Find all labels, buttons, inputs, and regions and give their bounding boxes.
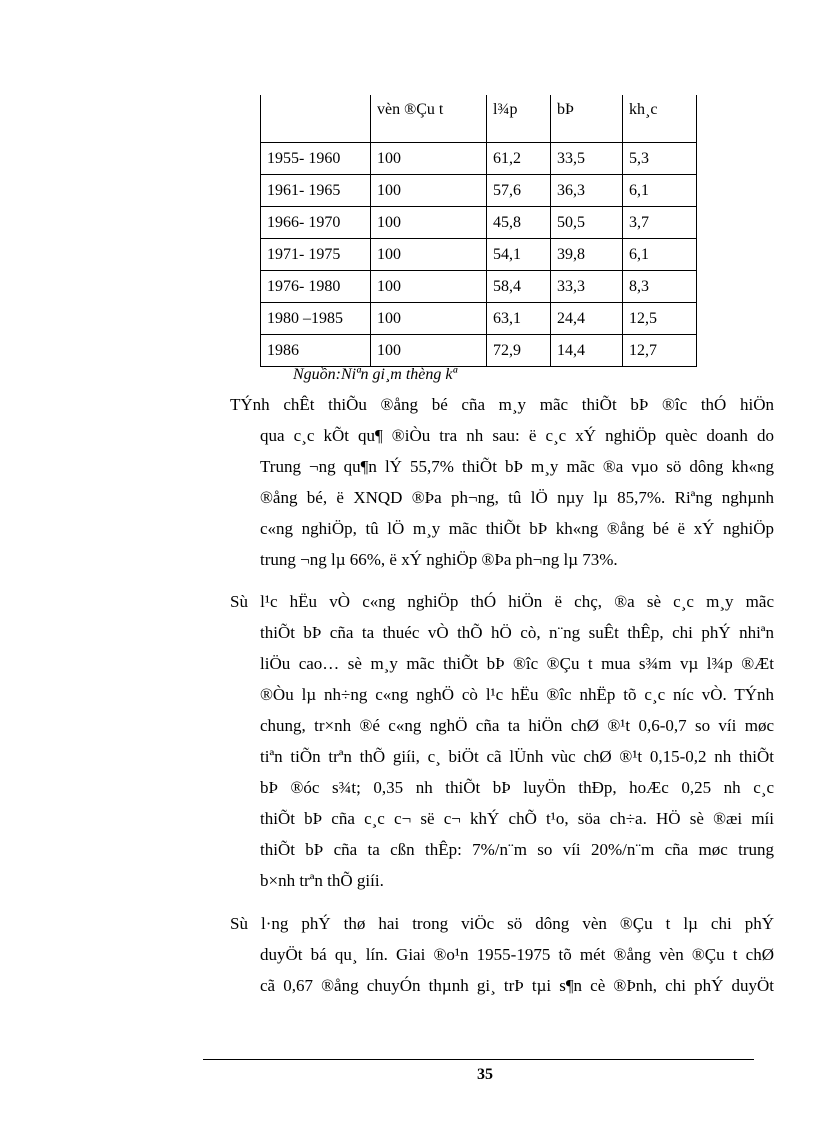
table-cell: 1986: [261, 335, 371, 367]
text-line: ®ång bé, ë XNQD ®Þa ph¬ng, tû lÖ nµy lµ 85,7%. Riªng nghµnh: [260, 488, 774, 507]
table-header-cell: bÞ: [551, 95, 623, 143]
table-cell: 12,5: [623, 303, 697, 335]
investment-structure-table: [260, 95, 697, 367]
table-row: [261, 335, 697, 367]
table-cell: 54,1: [487, 239, 551, 271]
text-line: duyÖt bá qu¸ lín. Giai ®o¹n 1955-1975 tõ mét ®ång vèn ®Çu t chØ: [260, 945, 774, 964]
text-line: c«ng nghiÖp, tû lÖ m¸y mãc thiÕt bÞ kh«ng ®ång bé ë xÝ nghiÖp: [260, 519, 774, 538]
text-line: Trung ¬ng qu¶n lÝ 55,7% thiÕt bÞ m¸y mãc ®a vµo sö dông kh«ng: [260, 457, 774, 476]
text-line: thiÕt bÞ cña c¸c c¬ së c¬ khÝ chÕ t¹o, söa ch÷a. HÖ sè ®æi míi: [260, 809, 774, 828]
table-header-row: [261, 95, 697, 143]
table-cell: 1955- 1960: [261, 143, 371, 175]
table-cell: 72,9: [487, 335, 551, 367]
table-cell: 100: [371, 207, 487, 239]
table-cell: 39,8: [551, 239, 623, 271]
text-line: cã 0,67 ®ång chuyÓn thµnh gi¸ trÞ tµi s¶n cè ®Þnh, chi phÝ duyÖt: [260, 976, 774, 995]
table-cell: 14,4: [551, 335, 623, 367]
table-header-cell: [261, 95, 371, 143]
table-cell: 24,4: [551, 303, 623, 335]
text-line: tiªn tiÕn trªn thÕ giíi, c¸ biÖt cã lÜnh vùc chØ ®¹t 0,15-0,2 nh thiÕt: [260, 747, 774, 766]
table-cell: 63,1: [487, 303, 551, 335]
table-row: [261, 271, 697, 303]
table-cell: 1961- 1965: [261, 175, 371, 207]
table-cell: 6,1: [623, 239, 697, 271]
footer-divider: [203, 1059, 754, 1060]
table-cell: 100: [371, 175, 487, 207]
text-line: bÞ ®óc s¾t; 0,35 nh thiÕt bÞ luyÖn thÐp, hoÆc 0,25 nh c¸c: [260, 778, 774, 797]
table-cell: 36,3: [551, 175, 623, 207]
text-line: TÝnh chÊt thiÕu ®ång bé cña m¸y mãc thiÕt bÞ ®îc thÓ hiÖn: [230, 395, 774, 414]
table-cell: 100: [371, 239, 487, 271]
table-row: [261, 207, 697, 239]
table-row: [261, 239, 697, 271]
table-cell: 12,7: [623, 335, 697, 367]
table-cell: 61,2: [487, 143, 551, 175]
text-line: b×nh trªn thÕ giíi.: [260, 871, 384, 890]
table-cell: 1980 –1985: [261, 303, 371, 335]
table-cell: 8,3: [623, 271, 697, 303]
table-cell: 100: [371, 303, 487, 335]
text-line: thiÕt bÞ cña ta thuéc vÒ thÕ hÖ cò, n¨ng suÊt thÊp, chi phÝ nhiªn: [260, 623, 774, 642]
table-cell: 58,4: [487, 271, 551, 303]
table-header-cell: vèn ®Çu t: [371, 95, 487, 143]
text-line: thiÕt bÞ cña ta cßn thÊp: 7%/n¨m so víi 20%/n¨m cña møc trung: [260, 840, 774, 859]
text-line: chung, tr×nh ®é c«ng nghÖ cña ta hiÖn chØ ®¹t 0,6-0,7 so víi møc: [260, 716, 774, 735]
table-cell: 57,6: [487, 175, 551, 207]
table-cell: 100: [371, 335, 487, 367]
table-row: [261, 303, 697, 335]
table-header-cell: kh¸c: [623, 95, 697, 143]
table-row: [261, 143, 697, 175]
table-cell: 50,5: [551, 207, 623, 239]
table-cell: 100: [371, 271, 487, 303]
table-row: [261, 175, 697, 207]
table-cell: 33,5: [551, 143, 623, 175]
table-cell: 100: [371, 143, 487, 175]
table-cell: 33,3: [551, 271, 623, 303]
text-line: liÖu cao… sè m¸y mãc thiÕt bÞ ®îc ®Çu t mua s¾m vµ l¾p ®Æt: [260, 654, 774, 673]
table-cell: 1966- 1970: [261, 207, 371, 239]
text-line: qua c¸c kÕt qu¶ ®iÒu tra nh sau: ë c¸c xÝ nghiÖp quèc doanh do: [260, 426, 774, 445]
table-cell: 45,8: [487, 207, 551, 239]
table-header-cell: l¾p: [487, 95, 551, 143]
text-line: Sù l·ng phÝ thø hai trong viÖc sö dông vèn ®Çu t lµ chi phÝ: [230, 914, 774, 933]
table-cell: 6,1: [623, 175, 697, 207]
page-number: 35: [477, 1066, 493, 1083]
table-source-note: Nguồn:Niªn gi¸m thèng kª: [293, 366, 457, 383]
table-cell: 3,7: [623, 207, 697, 239]
table-cell: 1976- 1980: [261, 271, 371, 303]
text-line: trung ¬ng lµ 66%, ë xÝ nghiÖp ®Þa ph¬ng lµ 73%.: [260, 550, 618, 569]
table-cell: 1971- 1975: [261, 239, 371, 271]
text-line: Sù l¹c hËu vÒ c«ng nghiÖp thÓ hiÖn ë chç, ®a sè c¸c m¸y mãc: [230, 592, 774, 611]
table-cell: 5,3: [623, 143, 697, 175]
text-line: ®Òu lµ nh÷ng c«ng nghÖ cò l¹c hËu ®îc nhËp tõ c¸c níc vÒ. TÝnh: [260, 685, 774, 704]
